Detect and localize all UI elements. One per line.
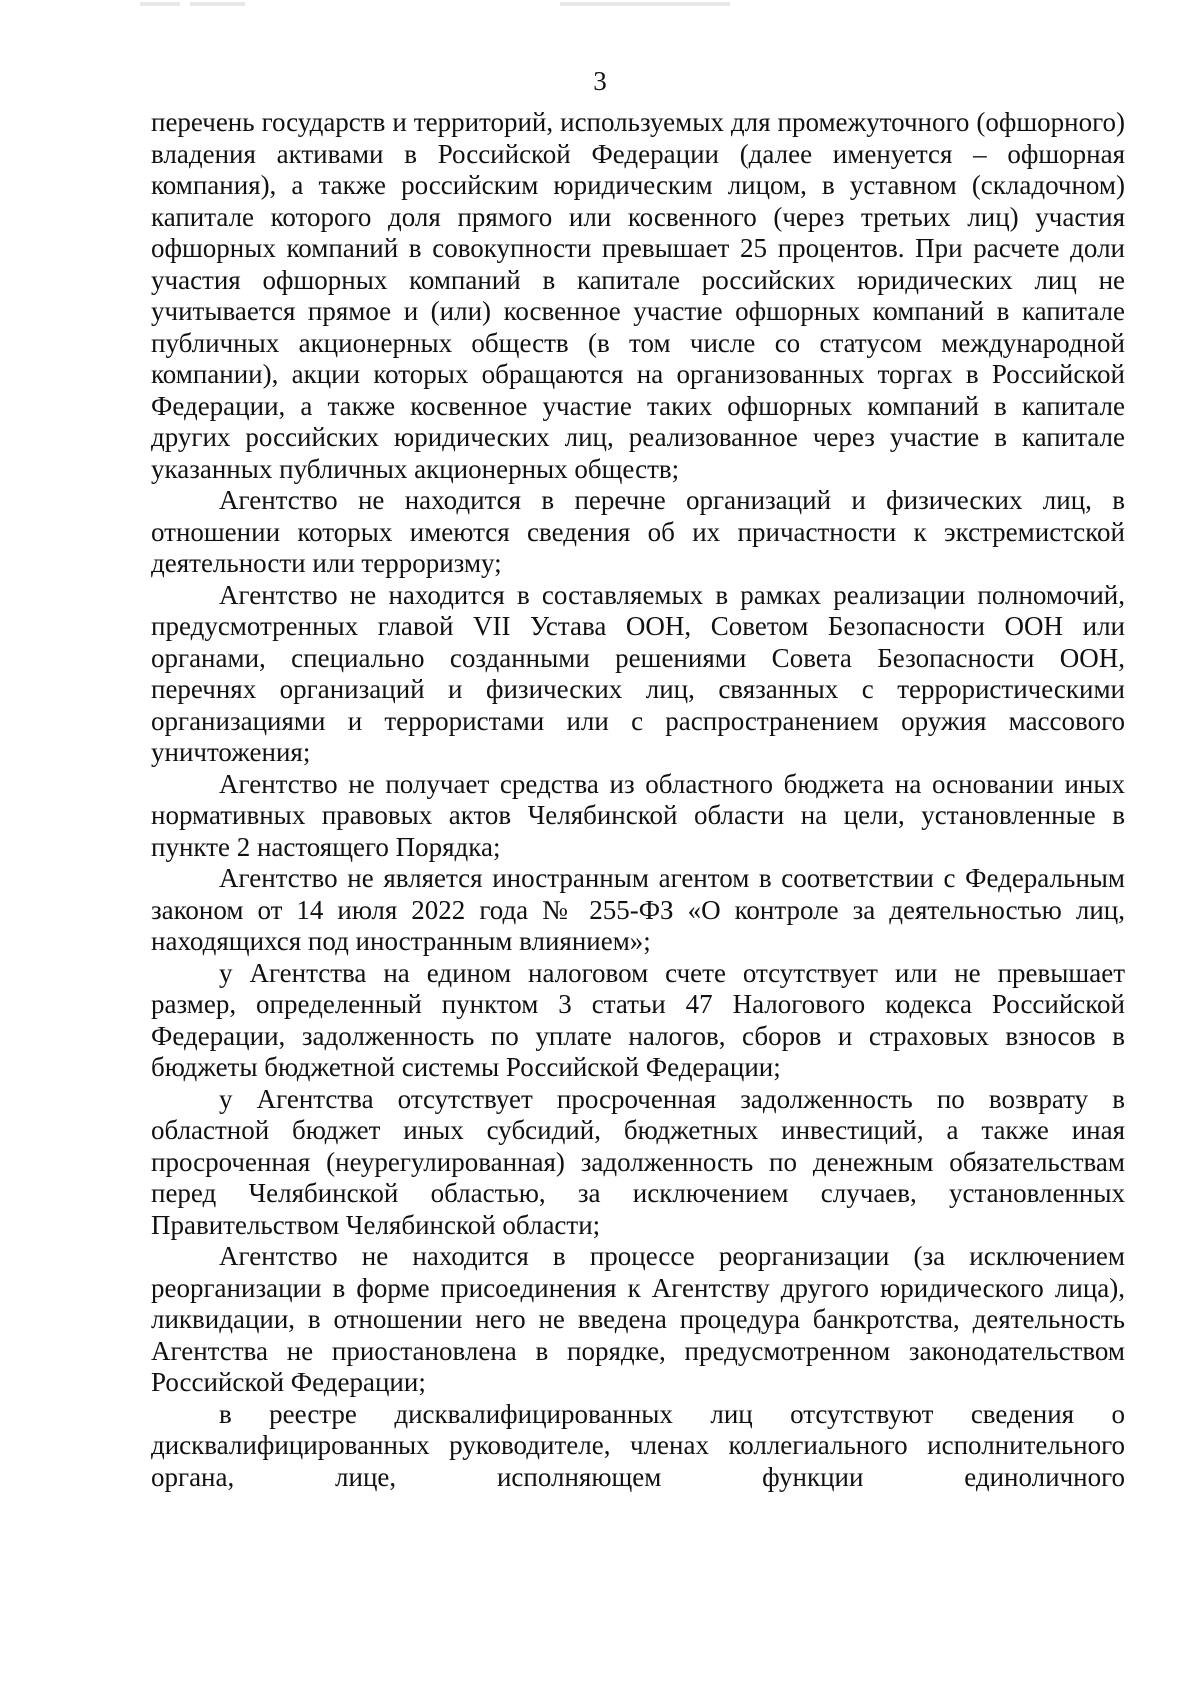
scan-artifact <box>140 2 180 6</box>
paragraph-offshore-criteria: перечень государств и территорий, используемых для промежуточного (офшорного) владения активами в Российской Федерации (далее именуется – офшорная компания), а также российским юридическим лицом, в уставном (складочном) капитале которого доля прямого или косвенного (через третьих лиц) участия офшорных компаний в совокупности превышает 25 процентов. При расчете доли участия офшорных компаний в капитале российских юридических лиц не учитывается прямое и (или) косвенное участие офшорных компаний в капитале публичных акционерных обществ (в том числе со статусом международной компании), акции которых обращаются на организованных торгах в Российской Федерации, а также косвенное участие таких офшорных компаний в капитале других российских юридических лиц, реализованное через участие в капитале указанных публичных акционерных обществ; <box>151 107 1125 484</box>
paragraph-foreign-agent: Агентство не является иностранным агентом в соответствии с Федеральным законом от 14 июля 2022 года № 255-ФЗ «О контроле за деятельностью лиц, находящихся под иностранным влиянием»; <box>151 863 1125 956</box>
paragraph-extremism-list: Агентство не находится в перечне организаций и физических лиц, в отношении которых имеются сведения об их причастности к экстремистской деятельности или терроризму; <box>151 485 1125 578</box>
paragraph-un-sanctions-list: Агентство не находится в составляемых в рамках реализации полномочий, предусмотренных главой VII Устава ООН, Советом Безопасности ООН или органами, специально созданными решениями Совета Безопасности ООН, перечнях организаций и физических лиц, связанных с террористическими организациями и террористами или с распространением оружия массового уничтожения; <box>151 579 1125 767</box>
page-number: 3 <box>593 66 607 96</box>
scan-artifact <box>190 2 245 6</box>
paragraph-overdue-debt: у Агентства отсутствует просроченная задолженность по возврату в областной бюджет иных субсидий, бюджетных инвестиций, а также иная просроченная (неурегулированная) задолженность по денежным обязательствам перед Челябинской областью, за исключением случаев, установленных Правительством Челябинской области; <box>151 1083 1125 1240</box>
paragraph-tax-debt: у Агентства на едином налоговом счете отсутствует или не превышает размер, определенный пунктом 3 статьи 47 Налогового кодекса Российской Федерации, задолженность по уплате налогов, сборов и страховых взносов в бюджеты бюджетной системы Российской Федерации; <box>151 957 1125 1082</box>
paragraph-budget-funds: Агентство не получает средства из областного бюджета на основании иных нормативных правовых актов Челябинской области на цели, установленные в пункте 2 настоящего Порядка; <box>151 768 1125 862</box>
scan-artifact <box>560 2 730 6</box>
paragraph-reorganization: Агентство не находится в процессе реорганизации (за исключением реорганизации в форме присоединения к Агентству другого юридического лица), ликвидации, в отношении него не введена процедура банкротства, деятельность Агентства не приостановлена в порядке, предусмотренном законодательством Российской Федерации; <box>151 1241 1125 1397</box>
document-body <box>151 107 1125 1493</box>
paragraph-disqualified-registry: в реестре дисквалифицированных лиц отсутствуют сведения о дисквалифицированных руководителе, членах коллегиального исполнительного органа, лице, исполняющем функции единоличного <box>151 1398 1125 1492</box>
